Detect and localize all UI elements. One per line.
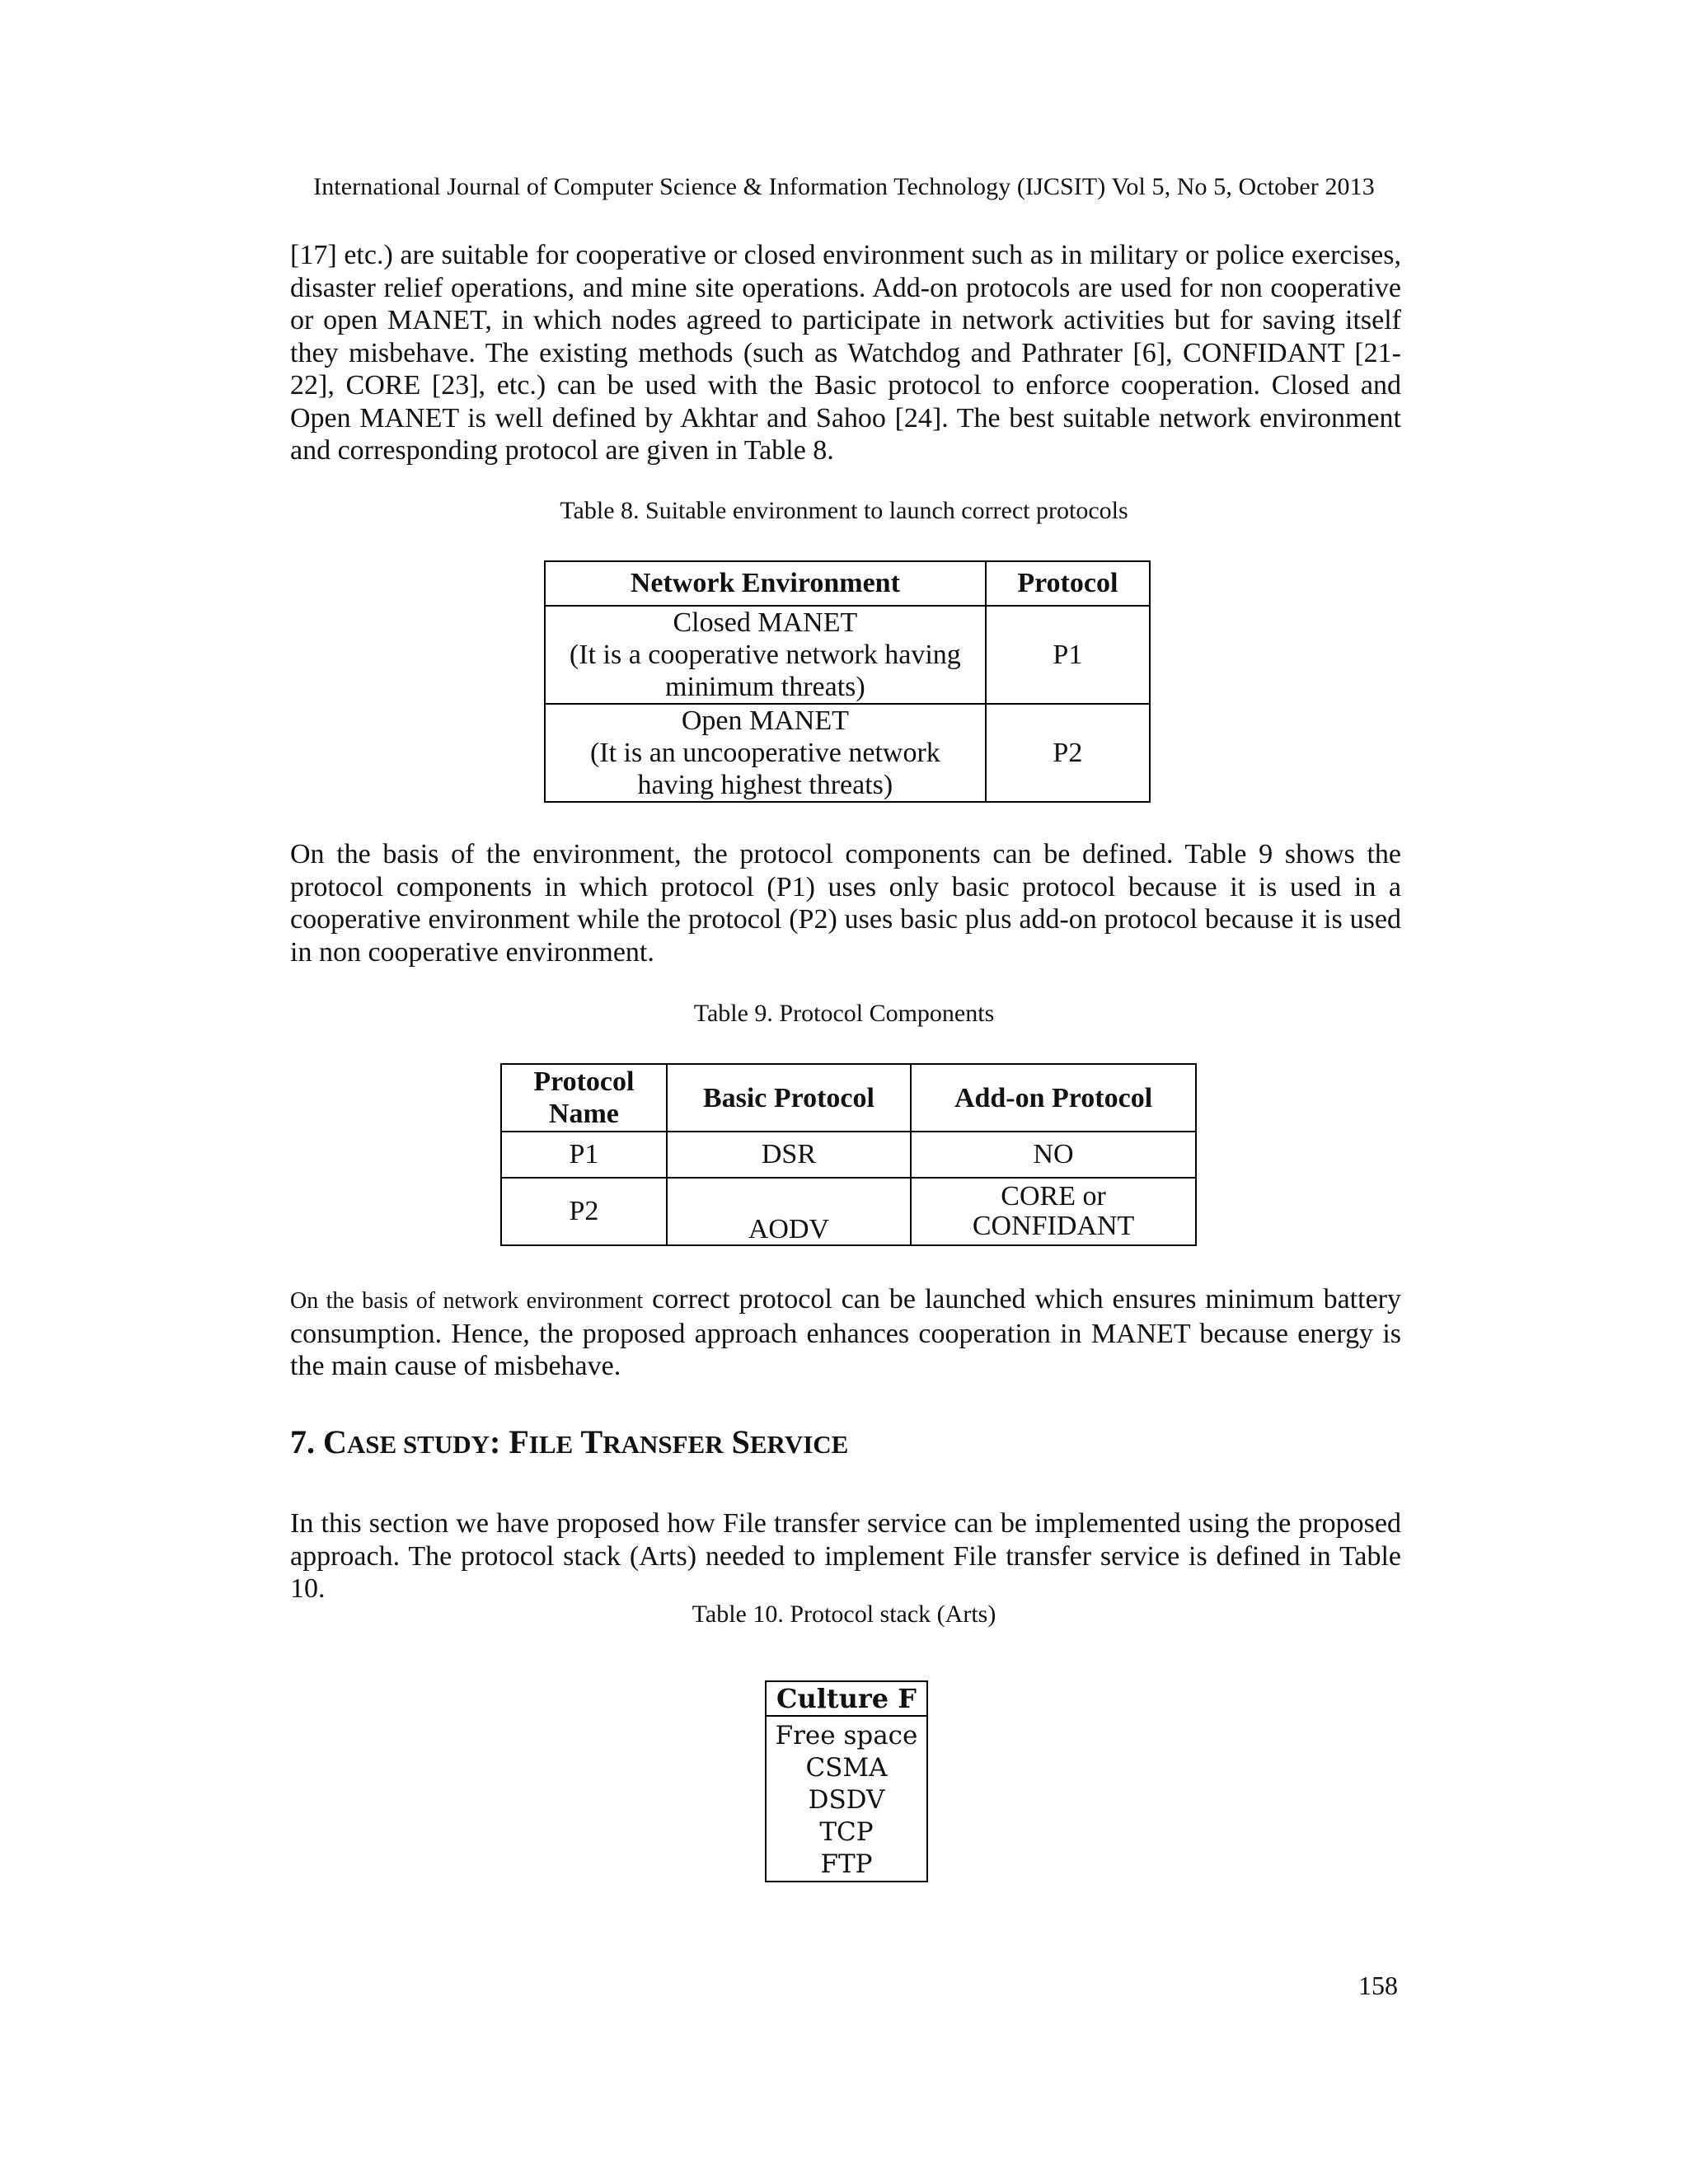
stack-layer: Free space [766, 1716, 927, 1752]
table-8-caption: Table 8. Suitable environment to launch correct protocols [560, 497, 1128, 524]
table-9-protocol-components [500, 1063, 1197, 1246]
table-row [545, 704, 1150, 802]
cell-add-on-protocol: NO [911, 1132, 1196, 1178]
cell-environment [545, 606, 986, 704]
paragraph-body-text: correct protocol can be launched which ensures minimum battery consumption. Hence, the proposed approach enhances cooperation in MANET because energy is the main cause of misbehave. [290, 1284, 1401, 1381]
header-add-on-protocol: Add-on Protocol [911, 1064, 1196, 1132]
table-row [766, 1716, 927, 1752]
heading-initial: T [580, 1423, 603, 1460]
paragraph-battery-consumption [290, 1283, 1401, 1383]
table-9-caption: Table 9. Protocol Components [693, 1000, 995, 1027]
cell-add-on-protocol: CORE or CONFIDANT [911, 1178, 1196, 1245]
paragraph-protocol-components: On the basis of the environment, the protocol components can be defined. Table 9 shows the protocol components in which protocol (P1) uses only basic protocol because it is used in a cooperative environment while the protocol (P2) uses basic plus add-on protocol because it is used in non cooperative environment. [290, 839, 1401, 968]
table-10-caption: Table 10. Protocol stack (Arts) [692, 1601, 996, 1628]
header-protocol-name: Protocol Name [501, 1064, 667, 1132]
header-basic-protocol: Basic Protocol [667, 1064, 911, 1132]
cell-basic-protocol: DSR [667, 1132, 911, 1178]
section-heading-case-study [290, 1422, 848, 1461]
paragraph-file-transfer: In this section we have proposed how File transfer service can be implemented using the proposed approach. The protocol stack (Arts) needed to implement File transfer service is defined in Table 10. [290, 1508, 1401, 1604]
heading-small-caps: ASE STUDY [346, 1430, 490, 1459]
heading-colon: : [490, 1423, 509, 1460]
header-network-environment: Network Environment [545, 561, 986, 606]
heading-initial: S [731, 1423, 750, 1460]
header-culture: Culture F [766, 1681, 927, 1716]
table-header-row [545, 561, 1150, 606]
cell-basic-protocol: AODV [667, 1178, 911, 1245]
cell-environment [545, 704, 986, 802]
table-8-environment-protocol [544, 560, 1151, 803]
cell-protocol: P2 [986, 704, 1150, 802]
stack-layer: FTP [766, 1849, 927, 1882]
cell-protocol-name: P2 [501, 1178, 667, 1245]
table-row [501, 1132, 1196, 1178]
table-row [766, 1849, 927, 1882]
heading-small-caps: ILE [528, 1430, 574, 1459]
running-head: International Journal of Computer Science & Information Technology (IJCSIT) Vol 5, No 5, October 2013 [313, 173, 1375, 200]
environment-title: Open MANET [681, 705, 849, 736]
table-header-row [766, 1681, 927, 1716]
table-row [766, 1784, 927, 1816]
heading-small-caps: RANSFER [603, 1430, 724, 1459]
paragraph-lead-text: On the basis of network environment [290, 1288, 644, 1314]
table-row [501, 1178, 1196, 1245]
heading-initial: F [509, 1423, 529, 1460]
table-row [766, 1816, 927, 1849]
heading-small-caps: ERVICE [749, 1430, 849, 1459]
page-number: 158 [1358, 1971, 1398, 2000]
environment-description: (It is a cooperative network having minimum threats) [569, 640, 961, 702]
paragraph-protocol-environments: [17] etc.) are suitable for cooperative or closed environment such as in military or police exercises, disaster relief operations, and mine site operations. Add-on protocols are used for non cooperative or open MANET, in which nodes agreed to participate in network activities but for saving itself they misbehave. The existing methods (such as Watchdog and Pathrater [6], CONFIDANT [21-22], CORE [23], etc.) can be used with the Basic protocol to enforce cooperation. Closed and Open MANET is well defined by Akhtar and Sahoo [24]. The best suitable network environment and corresponding protocol are given in Table 8. [290, 240, 1401, 466]
cell-protocol: P1 [986, 606, 1150, 704]
environment-title: Closed MANET [673, 607, 858, 638]
stack-layer: DSDV [766, 1784, 927, 1816]
table-10-protocol-stack [765, 1680, 928, 1882]
table-header-row [501, 1064, 1196, 1132]
section-number: 7. [290, 1423, 323, 1460]
stack-layer: CSMA [766, 1752, 927, 1784]
header-protocol: Protocol [986, 561, 1150, 606]
stack-layer: TCP [766, 1816, 927, 1849]
cell-protocol-name: P1 [501, 1132, 667, 1178]
heading-initial: C [323, 1423, 347, 1460]
table-row [766, 1752, 927, 1784]
environment-description: (It is an uncooperative network having highest threats) [589, 738, 940, 800]
table-row [545, 606, 1150, 704]
